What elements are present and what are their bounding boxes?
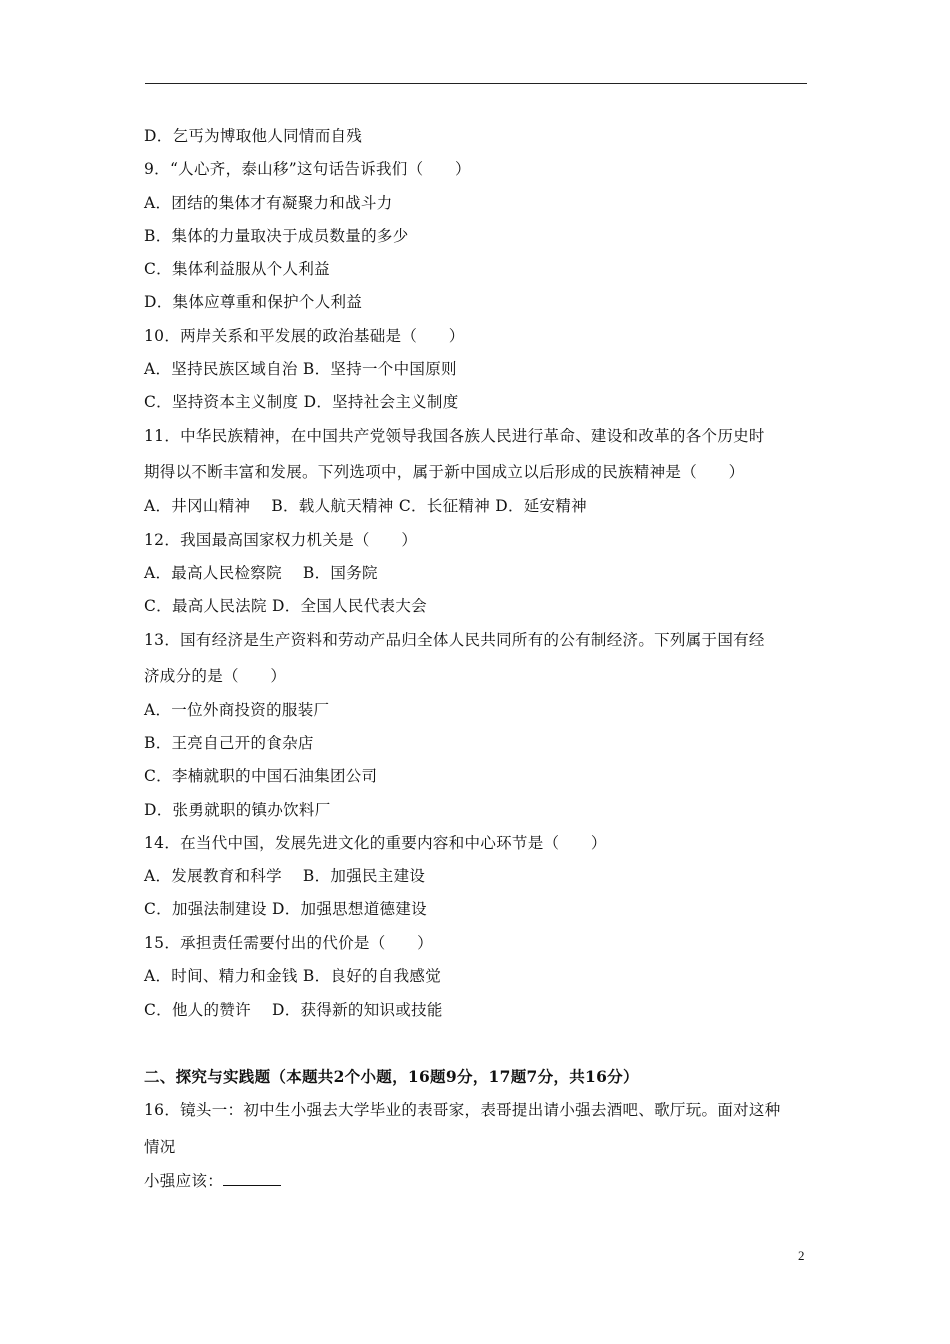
- option-line: A．发展教育和科学 B．加强民主建设: [144, 867, 426, 885]
- answer-prompt-line: [144, 1171, 281, 1191]
- option-line: A．时间、精力和金钱 B．良好的自我感觉: [144, 967, 442, 985]
- question-line: 13．国有经济是生产资料和劳动产品归全体人民共同所有的公有制经济。下列属于国有经: [144, 631, 765, 649]
- option-line: A．井冈山精神 B．载人航天精神 C．长征精神 D．延安精神: [144, 497, 587, 515]
- option-line: B．王亮自己开的食杂店: [144, 734, 314, 752]
- section-heading: 二、探究与实践题（本题共2个小题，16题9分，17题7分，共16分）: [144, 1067, 639, 1086]
- option-line: A．一位外商投资的服装厂: [144, 701, 330, 719]
- option-line: D．乞丐为博取他人同情而自残: [144, 127, 363, 145]
- option-line: C．加强法制建设 D．加强思想道德建设: [144, 900, 427, 918]
- question-line: 12．我国最高国家权力机关是（ ）: [144, 531, 418, 549]
- question-line: 情况: [144, 1138, 176, 1156]
- question-line: 济成分的是（ ）: [144, 667, 287, 685]
- question-line: 14．在当代中国，发展先进文化的重要内容和中心环节是（ ）: [144, 834, 607, 852]
- option-line: C．最高人民法院 D．全国人民代表大会: [144, 597, 427, 615]
- question-line: 11．中华民族精神，在中国共产党领导我国各族人民进行革命、建设和改革的各个历史时: [144, 427, 765, 445]
- answer-prompt-label: 小强应该：: [144, 1172, 224, 1190]
- question-line: 期得以不断丰富和发展。下列选项中，属于新中国成立以后形成的民族精神是（ ）: [144, 463, 745, 481]
- option-line: A．最高人民检察院 B．国务院: [144, 564, 378, 582]
- question-line: 15．承担责任需要付出的代价是（ ）: [144, 934, 433, 952]
- question-line: 10．两岸关系和平发展的政治基础是（ ）: [144, 327, 465, 345]
- question-line: 16．镜头一：初中生小强去大学毕业的表哥家，表哥提出请小强去酒吧、歌厅玩。面对这种: [144, 1101, 781, 1119]
- option-line: C．集体利益服从个人利益: [144, 260, 330, 278]
- option-line: D．集体应尊重和保护个人利益: [144, 293, 363, 311]
- option-line: A．坚持民族区域自治 B．坚持一个中国原则: [144, 360, 457, 378]
- question-line: 9．“人心齐，泰山移”这句话告诉我们（ ）: [144, 160, 471, 178]
- header-rule: [145, 83, 807, 84]
- option-line: B．集体的力量取决于成员数量的多少: [144, 227, 409, 245]
- page-number: 2: [798, 1248, 805, 1263]
- option-line: C．他人的赞许 D．获得新的知识或技能: [144, 1001, 443, 1019]
- answer-blank[interactable]: [223, 1171, 281, 1186]
- option-line: A．团结的集体才有凝聚力和战斗力: [144, 194, 393, 212]
- option-line: C．李楠就职的中国石油集团公司: [144, 767, 378, 785]
- option-line: C．坚持资本主义制度 D．坚持社会主义制度: [144, 393, 459, 411]
- option-line: D．张勇就职的镇办饮料厂: [144, 801, 331, 819]
